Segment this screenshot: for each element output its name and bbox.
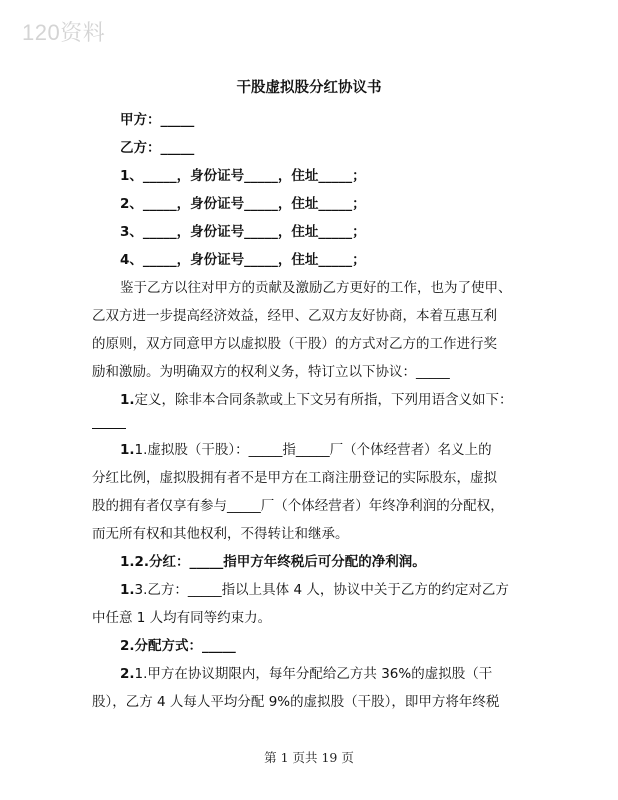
section-1-1-line-1: 1.1.虚拟股（干股）：_____指_____厂（个体经营者）名义上的 xyxy=(120,442,492,458)
section-1-1-line-3: 股的拥有者仅享有参与_____厂（个体经营者）年终净利润的分配权， xyxy=(92,498,504,514)
member-line-4: 4、_____，身份证号_____，住址_____； xyxy=(120,252,366,268)
page-footer: 第 1 页共 19 页 xyxy=(264,750,354,765)
member-line-2: 2、_____，身份证号_____，住址_____； xyxy=(120,196,366,212)
party-b-line: 乙方：_____ xyxy=(120,140,195,156)
section-1-text: 定义，除非本合同条款或上下文另有所指，下列用语含义如下： xyxy=(134,392,513,408)
watermark-logo: 120资料 xyxy=(22,20,106,45)
section-2-heading: 2.分配方式：_____ xyxy=(120,638,236,654)
section-1-1-number: 1. xyxy=(120,442,135,458)
preamble-line-1: 鉴于乙方以往对甲方的贡献及激励乙方更好的工作，也为了使甲、 xyxy=(120,280,512,296)
section-1-2-line: 1.2.分红：_____指甲方年终税后可分配的净利润。 xyxy=(120,554,426,570)
section-2-1-line-1: 2.1.甲方在协议期限内，每年分配给乙方共 36%的虚拟股（干 xyxy=(120,666,493,682)
party-a-line: 甲方：_____ xyxy=(120,112,195,128)
section-1-3-number: 1. xyxy=(120,582,135,598)
section-2-1-line-2: 股），乙方 4 人每人平均分配 9%的虚拟股（干股），即甲方将年终税 xyxy=(92,694,500,710)
section-1-3-line-1: 1.3.乙方：_____指以上具体 4 人，协议中关于乙方的约定对乙方 xyxy=(120,582,509,598)
preamble-line-4: 励和激励。为明确双方的权利义务，特订立以下协议：_____ xyxy=(92,364,450,380)
preamble-line-3: 的原则，双方同意甲方以虚拟股（干股）的方式对乙方的工作进行奖 xyxy=(92,336,497,352)
preamble-line-2: 乙双方进一步提高经济效益，经甲、乙双方友好协商，本着互惠互利 xyxy=(92,308,497,324)
section-1-1-line-4: 而无所有权和其他权利，不得转让和继承。 xyxy=(92,526,349,542)
document-title: 干股虚拟股分红协议书 xyxy=(236,80,382,96)
section-1-heading xyxy=(120,388,560,408)
section-2-1-number: 2. xyxy=(120,666,135,682)
member-line-3: 3、_____，身份证号_____，住址_____； xyxy=(120,224,366,240)
blank-underline xyxy=(92,428,126,429)
section-1-number: 1. xyxy=(120,392,135,408)
section-1-3-line-2: 中任意 1 人均有同等约束力。 xyxy=(92,610,272,626)
member-line-1: 1、_____，身份证号_____，住址_____； xyxy=(120,168,366,184)
section-1-1-line-2: 分红比例，虚拟股拥有者不是甲方在工商注册登记的实际股东，虚拟 xyxy=(92,470,497,486)
